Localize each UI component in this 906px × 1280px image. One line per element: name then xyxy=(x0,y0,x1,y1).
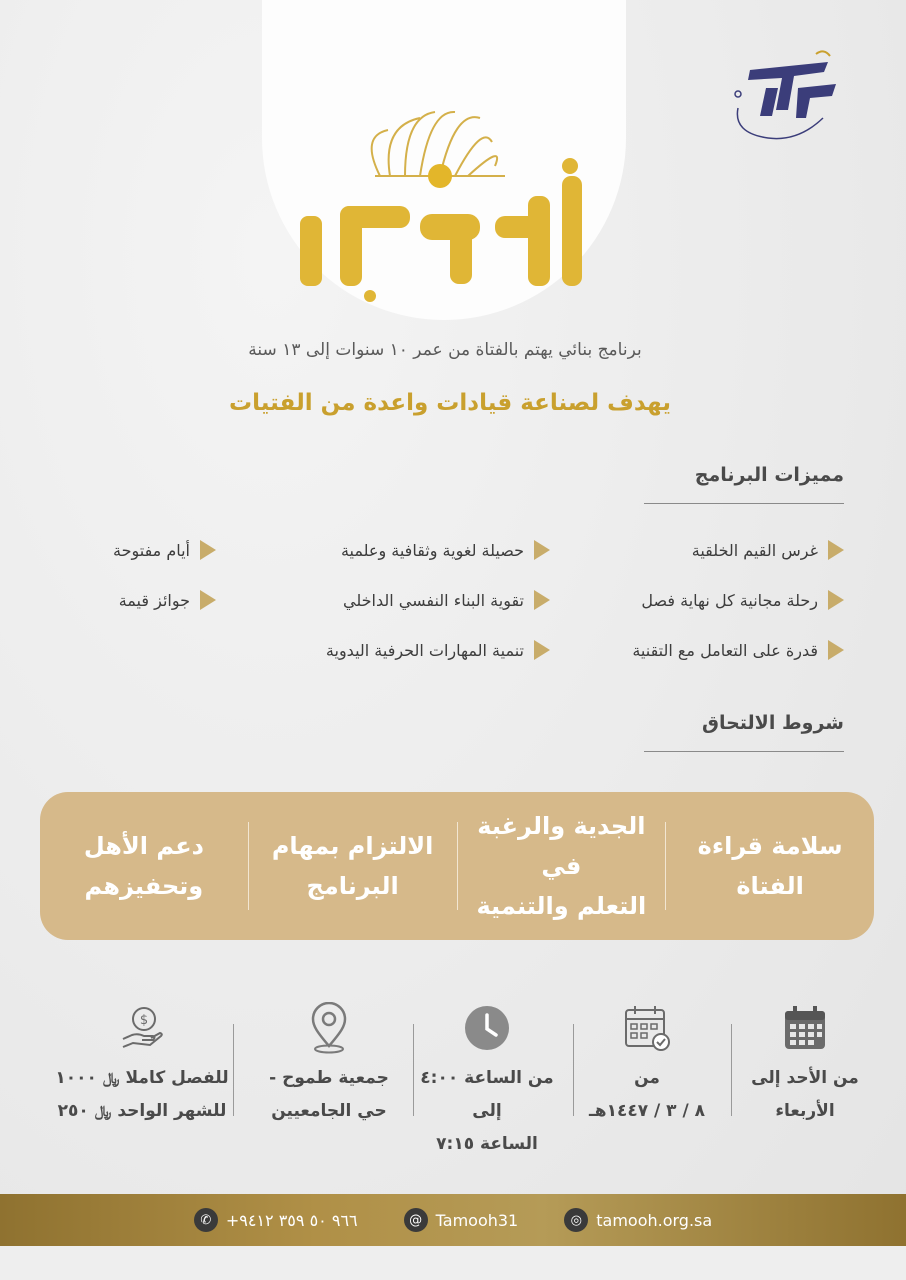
feature-item: جوائز قيمة xyxy=(119,590,216,610)
info-price xyxy=(52,1000,232,1128)
footer-phone[interactable]: ✆ +٩٦٦ ٥٠ ٣٥٩ ٩٤١٢ xyxy=(194,1208,358,1232)
riyal-icon: ﷼ xyxy=(94,1102,112,1120)
triangle-bullet-icon xyxy=(828,640,844,660)
info-time: من الساعة ٤:٠٠ إلى الساعة ٧:١٥ xyxy=(412,1000,562,1161)
program-subtitle: برنامج بنائي يهتم بالفتاة من عمر ١٠ سنوات إلى ١٣ سنة xyxy=(248,340,642,360)
triangle-bullet-icon xyxy=(828,540,844,560)
conditions-divider xyxy=(644,751,844,752)
triangle-bullet-icon xyxy=(828,590,844,610)
contact-footer xyxy=(0,1194,906,1246)
info-separator xyxy=(413,1024,414,1116)
tamooh-logo xyxy=(728,48,848,144)
condition-separator xyxy=(248,822,249,910)
triangle-bullet-icon xyxy=(200,590,216,610)
feature-item: تنمية المهارات الحرفية اليدوية xyxy=(326,640,550,660)
clock-icon xyxy=(464,1005,510,1051)
condition-separator xyxy=(665,822,666,910)
feature-item: أيام مفتوحة xyxy=(113,540,216,560)
condition-item: سلامة قراءة الفتاة xyxy=(697,832,843,900)
condition-item: الالتزام بمهام البرنامج xyxy=(271,832,434,900)
footer-website[interactable]: ◎ tamooh.org.sa xyxy=(564,1208,712,1232)
condition-item: الجدية والرغبة في التعلم والتنمية xyxy=(476,812,647,920)
info-days: من الأحد إلى الأربعاء xyxy=(730,1000,880,1128)
title-calligraphy xyxy=(270,96,610,306)
feature-item: تقوية البناء النفسي الداخلي xyxy=(343,590,550,610)
condition-item: دعم الأهل وتحفيزهم xyxy=(83,832,204,900)
bottom-strip xyxy=(0,1246,906,1280)
feature-item: حصيلة لغوية وثقافية وعلمية xyxy=(341,540,550,560)
triangle-bullet-icon xyxy=(200,540,216,560)
conditions-heading: شروط الالتحاق xyxy=(701,712,844,734)
footer-social[interactable]: @ Tamooh31 xyxy=(404,1208,519,1232)
location-pin-icon xyxy=(307,1002,351,1054)
features-divider xyxy=(644,503,844,504)
info-separator xyxy=(573,1024,574,1116)
conditions-band xyxy=(40,792,874,940)
calendar-check-icon xyxy=(623,1004,671,1052)
phone-icon: ✆ xyxy=(194,1208,218,1232)
title-text: أقحوان xyxy=(438,301,442,302)
info-date: من ٨ / ٣ / ١٤٤٧هـ xyxy=(572,1000,722,1128)
feature-item: رحلة مجانية كل نهاية فصل xyxy=(641,590,844,610)
program-goal: يهدف لصناعة قيادات واعدة من الفتيات xyxy=(228,390,672,416)
at-icon: @ xyxy=(404,1208,428,1232)
globe-icon: ◎ xyxy=(564,1208,588,1232)
info-separator xyxy=(233,1024,234,1116)
info-separator xyxy=(731,1024,732,1116)
condition-separator xyxy=(457,822,458,910)
triangle-bullet-icon xyxy=(534,640,550,660)
price-month-line: للشهر الواحد ﷼ ٢٥٠ xyxy=(52,1095,232,1128)
info-location: جمعية طموح - حي الجامعيين xyxy=(254,1000,404,1128)
riyal-icon: ﷼ xyxy=(102,1069,120,1087)
feature-item: قدرة على التعامل مع التقنية xyxy=(632,640,844,660)
svg-text:$: $ xyxy=(139,1013,149,1028)
price-full-line: للفصل كاملا ﷼ ١٠٠٠ xyxy=(52,1062,232,1095)
triangle-bullet-icon xyxy=(534,540,550,560)
triangle-bullet-icon xyxy=(534,590,550,610)
calendar-icon xyxy=(783,1005,827,1051)
money-hand-icon xyxy=(120,1005,164,1051)
features-heading: مميزات البرنامج xyxy=(694,464,844,486)
feature-item: غرس القيم الخلقية xyxy=(692,540,844,560)
